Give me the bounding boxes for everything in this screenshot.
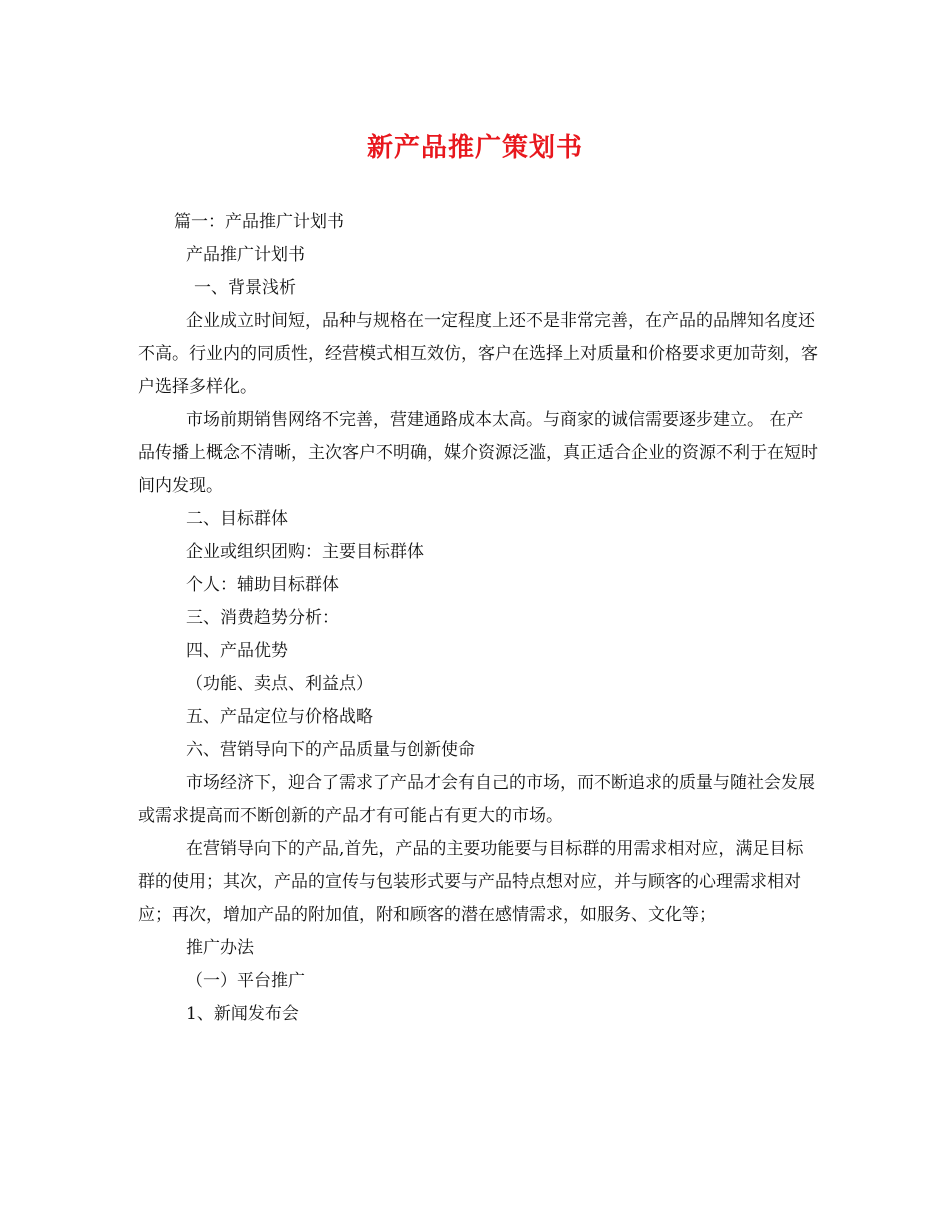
body-paragraph: 市场前期销售网络不完善，营建通路成本太高。与商家的诚信需要逐步建立。 在产品传播上概念不清晰，主次客户不明确，媒介资源泛滥，真正适合企业的资源不利于在短时间内发现。	[138, 410, 818, 496]
section-heading: 二、目标群体	[186, 509, 288, 529]
subheading: 产品推广计划书	[186, 245, 305, 265]
subheading: （一）平台推广	[186, 971, 305, 991]
section-heading: 三、消费趋势分析：	[186, 608, 339, 628]
body-paragraph: 市场经济下，迎合了需求了产品才会有自己的市场，而不断追求的质量与随社会发展或需求提高而不断创新的产品才有可能占有更大的市场。	[138, 773, 815, 826]
body-line: 企业或组织团购：主要目标群体	[186, 542, 424, 562]
list-item: 1、新闻发布会	[186, 1004, 299, 1024]
section-heading: 四、产品优势	[186, 641, 288, 661]
section-heading: 一、背景浅析	[194, 278, 296, 298]
section-heading: 篇一：产品推广计划书	[174, 212, 344, 232]
section-heading: 五、产品定位与价格战略	[186, 707, 373, 727]
body-line: （功能、卖点、利益点）	[186, 674, 373, 694]
body-paragraph: 在营销导向下的产品,首先，产品的主要功能要与目标群的用需求相对应，满足目标群的使用；其次，产品的宣传与包装形式要与产品特点想对应，并与顾客的心理需求相对应；再次，增加产品的附加值，附和顾客的潜在感情需求，如服务、文化等；	[138, 839, 804, 925]
body-paragraph: 企业成立时间短，品种与规格在一定程度上还不是非常完善，在产品的品牌知名度还不高。行业内的同质性，经营模式相互效仿，客户在选择上对质量和价格要求更加苛刻，客户选择多样化。	[138, 311, 818, 397]
document-body	[138, 206, 818, 1031]
body-line: 个人：辅助目标群体	[186, 575, 339, 595]
document-title: 新产品推广策划书	[366, 133, 583, 163]
section-heading: 推广办法	[186, 938, 254, 958]
section-heading: 六、营销导向下的产品质量与创新使命	[186, 740, 475, 760]
